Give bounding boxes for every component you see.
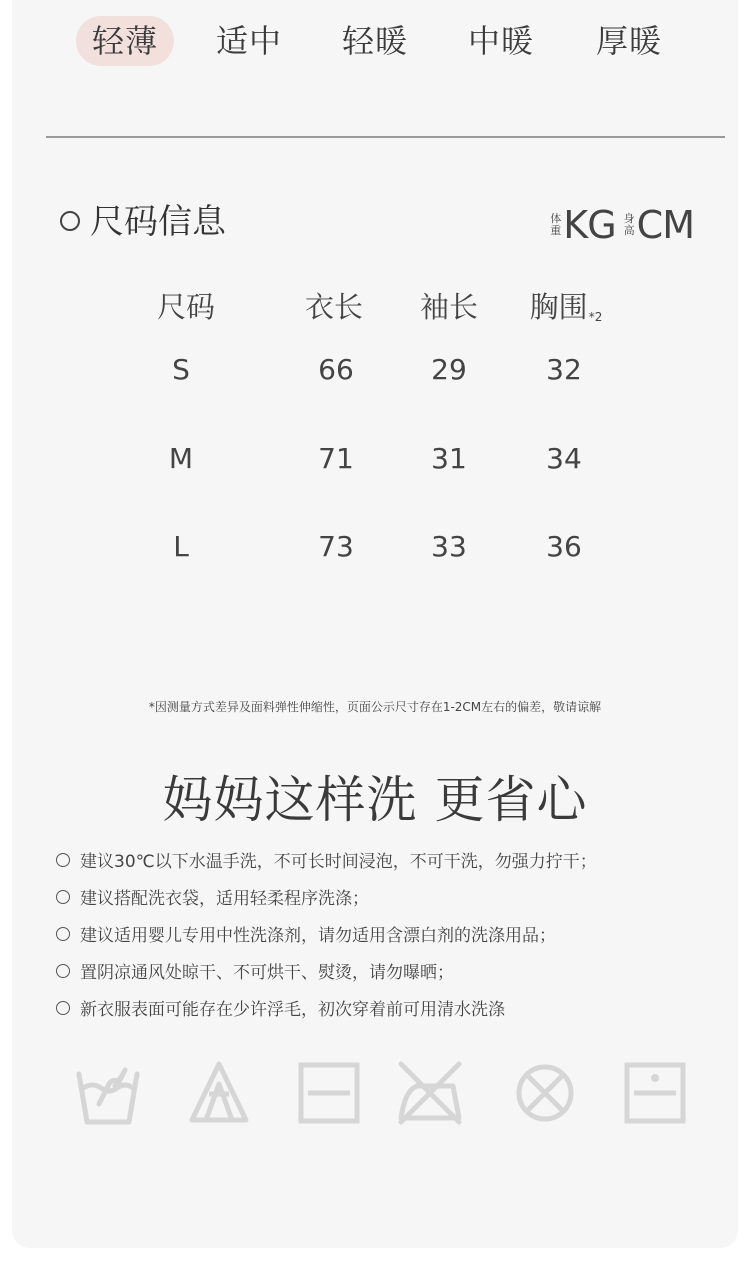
hand-wash-icon bbox=[75, 1060, 141, 1126]
wash-tips-list bbox=[56, 847, 726, 1032]
chest-superscript: *2 bbox=[588, 310, 603, 324]
circle-bullet-icon bbox=[56, 890, 70, 904]
header-size: 尺码 bbox=[156, 290, 215, 324]
circle-bullet-icon bbox=[56, 1001, 70, 1015]
height-label bbox=[624, 213, 635, 237]
thickness-tabs bbox=[0, 16, 750, 68]
list-item bbox=[56, 995, 726, 1032]
weight-char-1: 体 bbox=[550, 212, 562, 225]
header-chest-text: 胸围 bbox=[529, 290, 588, 324]
divider bbox=[46, 136, 725, 138]
cell-size: M bbox=[168, 442, 194, 475]
tab-thin[interactable]: 轻薄 bbox=[76, 16, 174, 66]
weight-unit: KG bbox=[563, 203, 616, 247]
bleach-icon bbox=[186, 1060, 252, 1126]
height-unit: CM bbox=[636, 203, 694, 247]
line-dry-icon bbox=[622, 1060, 688, 1126]
list-item bbox=[56, 884, 726, 921]
circle-bullet-icon bbox=[56, 853, 70, 867]
unit-legend bbox=[550, 200, 702, 250]
cell-sleeve: 33 bbox=[431, 530, 467, 563]
list-item bbox=[56, 958, 726, 995]
tab-mid-warm[interactable]: 中暖 bbox=[467, 22, 534, 60]
tab-thick-warm[interactable]: 厚暖 bbox=[595, 22, 662, 60]
tab-medium[interactable]: 适中 bbox=[215, 22, 282, 60]
tip-text: 新衣服表面可能存在少许浮毛，初次穿着前可用清水洗涤 bbox=[80, 1000, 505, 1020]
height-char-2: 高 bbox=[623, 224, 635, 237]
dry-flat-icon bbox=[296, 1060, 362, 1126]
wash-title: 妈妈这样洗 更省心 bbox=[162, 771, 588, 829]
cell-size: L bbox=[173, 530, 189, 563]
list-item bbox=[56, 921, 726, 958]
tip-text: 建议适用婴儿专用中性洗涤剂，请勿适用含漂白剂的洗涤用品； bbox=[80, 926, 556, 946]
cell-chest: 34 bbox=[546, 442, 582, 475]
no-dry-clean-icon bbox=[512, 1060, 578, 1126]
circle-bullet-icon bbox=[60, 211, 80, 231]
tip-text: 置阴凉通风处晾干、不可烘干、熨烫，请勿曝晒； bbox=[80, 963, 454, 983]
tab-light-warm[interactable]: 轻暖 bbox=[341, 22, 408, 60]
cell-sleeve: 29 bbox=[431, 353, 467, 386]
cell-sleeve: 31 bbox=[431, 442, 467, 475]
size-deviation-note: *因测量方式差异及面料弹性伸缩性，页面公示尺寸存在1-2CM左右的偏差，敬请谅解 bbox=[148, 700, 602, 714]
header-sleeve: 袖长 bbox=[419, 290, 478, 324]
cell-length: 66 bbox=[318, 353, 354, 386]
cell-length: 71 bbox=[318, 442, 354, 475]
height-char-1: 身 bbox=[623, 212, 635, 225]
header-length: 衣长 bbox=[304, 290, 363, 324]
cell-length: 73 bbox=[318, 530, 354, 563]
tip-text: 建议搭配洗衣袋，适用轻柔程序洗涤； bbox=[80, 889, 369, 909]
list-item bbox=[56, 847, 726, 884]
circle-bullet-icon bbox=[56, 964, 70, 978]
cell-chest: 36 bbox=[546, 530, 582, 563]
no-iron-icon bbox=[397, 1060, 463, 1126]
weight-label bbox=[550, 213, 561, 237]
cell-chest: 32 bbox=[546, 353, 582, 386]
size-title-text: 尺码信息 bbox=[90, 202, 226, 242]
circle-bullet-icon bbox=[56, 927, 70, 941]
header-chest bbox=[506, 285, 626, 329]
cell-size: S bbox=[172, 353, 190, 386]
weight-char-2: 重 bbox=[550, 224, 562, 237]
care-symbols bbox=[0, 1060, 750, 1130]
tip-text: 建议30℃以下水温手洗，不可长时间浸泡，不可干洗，勿强力拧干； bbox=[80, 852, 597, 872]
size-section-title bbox=[60, 200, 226, 244]
